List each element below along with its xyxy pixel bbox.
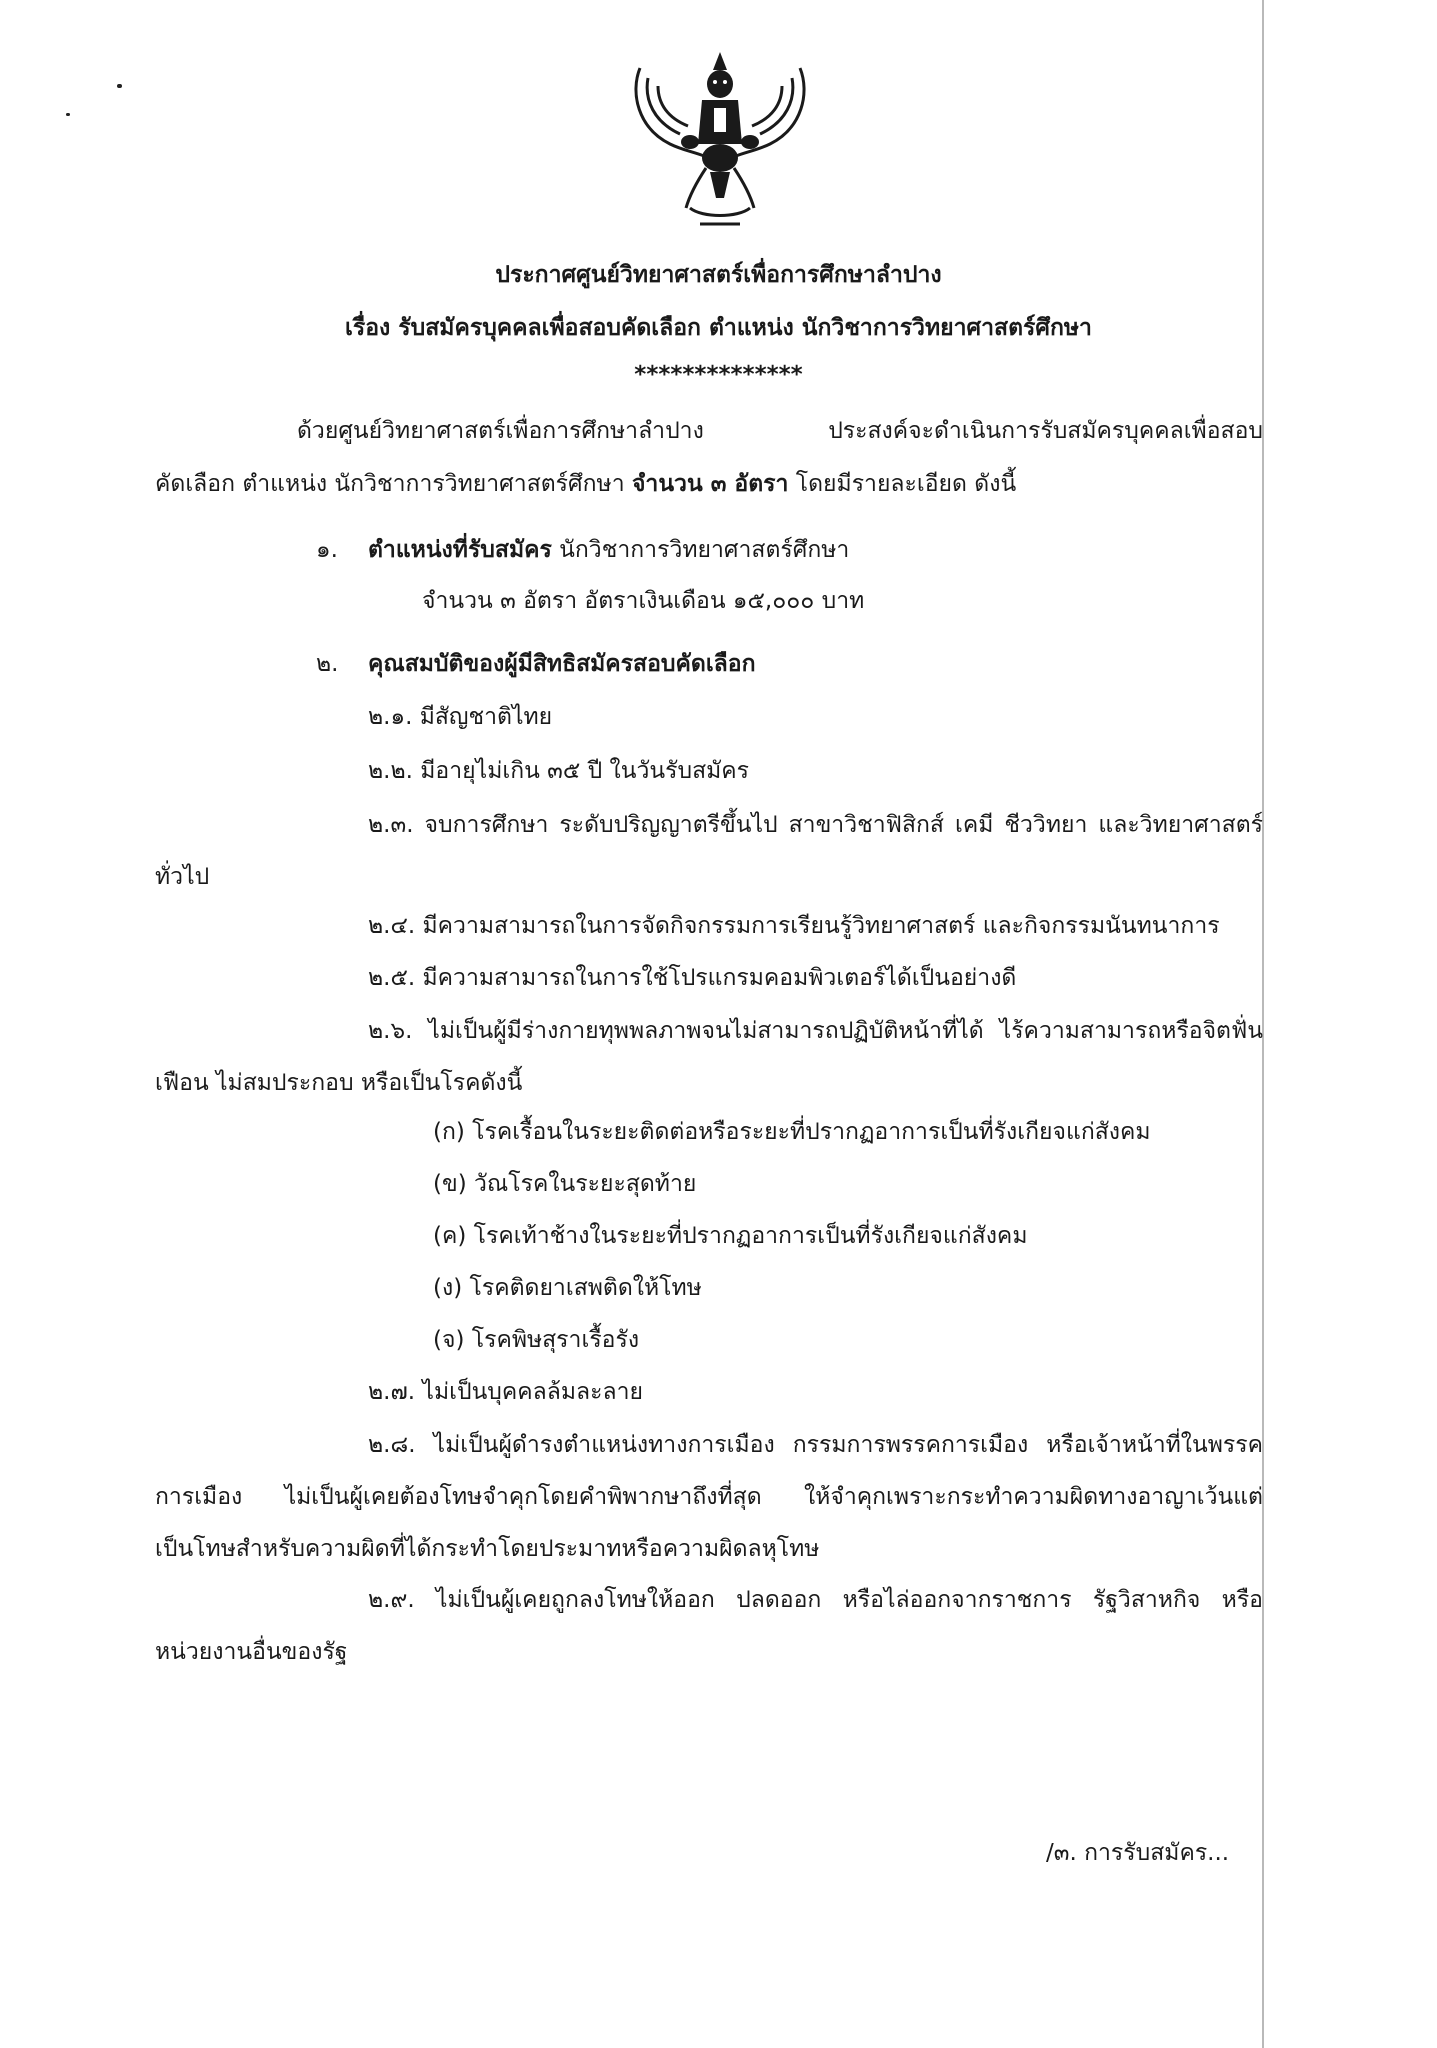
disease-item: (ค) โรคเท้าช้างในระยะที่ปรากฏอาการเป็นที่รังเกียจแก่สังคม xyxy=(433,1223,1028,1249)
disease-item: (ง) โรคติดยาเสพติดให้โทษ xyxy=(433,1275,702,1301)
garuda-emblem-icon xyxy=(620,48,820,230)
section1-heading: ตำแหน่งที่รับสมัคร xyxy=(368,537,552,563)
section1-detail: จำนวน ๓ อัตรา อัตราเงินเดือน ๑๕,๐๐๐ บาท xyxy=(422,588,865,614)
announcement-title: ประกาศศูนย์วิทยาศาสตร์เพื่อการศึกษาลำปาง xyxy=(495,262,942,288)
scan-speck xyxy=(117,84,122,88)
qualification-item: ๒.๘. ไม่เป็นผู้ดำรงตำแหน่งทางการเมือง กรรมการพรรคการเมือง หรือเจ้าหน้าที่ในพรรค xyxy=(368,1432,1263,1458)
section1-heading-line xyxy=(368,533,849,567)
qualification-item-cont: การเมือง ไม่เป็นผู้เคยต้องโทษจำคุกโดยคำพิพากษาถึงที่สุด ให้จำคุกเพราะกระทำความผิดทางอาญาเว้นแต่ xyxy=(155,1484,1263,1510)
announcement-subject: เรื่อง รับสมัครบุคคลเพื่อสอบคัดเลือก ตำแหน่ง นักวิชาการวิทยาศาสตร์ศึกษา xyxy=(345,315,1092,341)
qualification-item: ๒.๙. ไม่เป็นผู้เคยถูกลงโทษให้ออก ปลดออก หรือไล่ออกจากราชการ รัฐวิสาหกิจ หรือ xyxy=(368,1587,1263,1613)
section1-number: ๑. xyxy=(316,537,338,563)
intro-line-2 xyxy=(155,467,1016,501)
scan-speck xyxy=(66,113,70,116)
intro-text-end: โดยมีรายละเอียด ดังนี้ xyxy=(788,471,1017,497)
qualification-item: ๒.๒. มีอายุไม่เกิน ๓๕ ปี ในวันรับสมัคร xyxy=(368,758,750,784)
disease-item: (จ) โรคพิษสุราเรื้อรัง xyxy=(433,1327,640,1353)
qualification-item-cont: เฟือน ไม่สมประกอบ หรือเป็นโรคดังนี้ xyxy=(155,1070,523,1096)
intro-line-1: ด้วยศูนย์วิทยาศาสตร์เพื่อการศึกษาลำปาง ประสงค์จะดำเนินการรับสมัครบุคคลเพื่อสอบ xyxy=(297,418,1263,444)
intro-count: จำนวน ๓ อัตรา xyxy=(631,471,789,497)
continued-footer: /๓. การรับสมัคร... xyxy=(1046,1840,1230,1866)
separator-stars: ************** xyxy=(634,362,803,388)
qualification-item-cont: เป็นโทษสำหรับความผิดที่ได้กระทำโดยประมาทหรือความผิดลหุโทษ xyxy=(155,1536,820,1562)
disease-item: (ก) โรคเรื้อนในระยะติดต่อหรือระยะที่ปรากฏอาการเป็นที่รังเกียจแก่สังคม xyxy=(433,1119,1151,1145)
qualification-item: ๒.๓. จบการศึกษา ระดับปริญญาตรีขึ้นไป สาขาวิชาฟิสิกส์ เคมี ชีววิทยา และวิทยาศาสตร์ xyxy=(368,812,1263,838)
qualification-item-cont: หน่วยงานอื่นของรัฐ xyxy=(155,1639,348,1665)
section1-position: นักวิชาการวิทยาศาสตร์ศึกษา xyxy=(551,537,850,563)
qualification-item: ๒.๑. มีสัญชาติไทย xyxy=(368,704,553,730)
qualification-item-cont: ทั่วไป xyxy=(155,864,210,890)
section2-heading: คุณสมบัติของผู้มีสิทธิสมัครสอบคัดเลือก xyxy=(368,651,756,677)
qualification-item: ๒.๕. มีความสามารถในการใช้โปรแกรมคอมพิวเตอร์ได้เป็นอย่างดี xyxy=(368,965,1017,991)
qualification-item: ๒.๖. ไม่เป็นผู้มีร่างกายทุพพลภาพจนไม่สามารถปฏิบัติหน้าที่ได้ ไร้ความสามารถหรือจิตฟั่น xyxy=(368,1018,1263,1044)
qualification-item: ๒.๔. มีความสามารถในการจัดกิจกรรมการเรียนรู้วิทยาศาสตร์ และกิจกรรมนันทนาการ xyxy=(368,913,1220,939)
section2-number: ๒. xyxy=(316,651,339,677)
intro-text: คัดเลือก ตำแหน่ง นักวิชาการวิทยาศาสตร์ศึกษา xyxy=(155,471,632,497)
disease-item: (ข) วัณโรคในระยะสุดท้าย xyxy=(433,1171,697,1197)
qualification-item: ๒.๗. ไม่เป็นบุคคลล้มละลาย xyxy=(368,1379,643,1405)
